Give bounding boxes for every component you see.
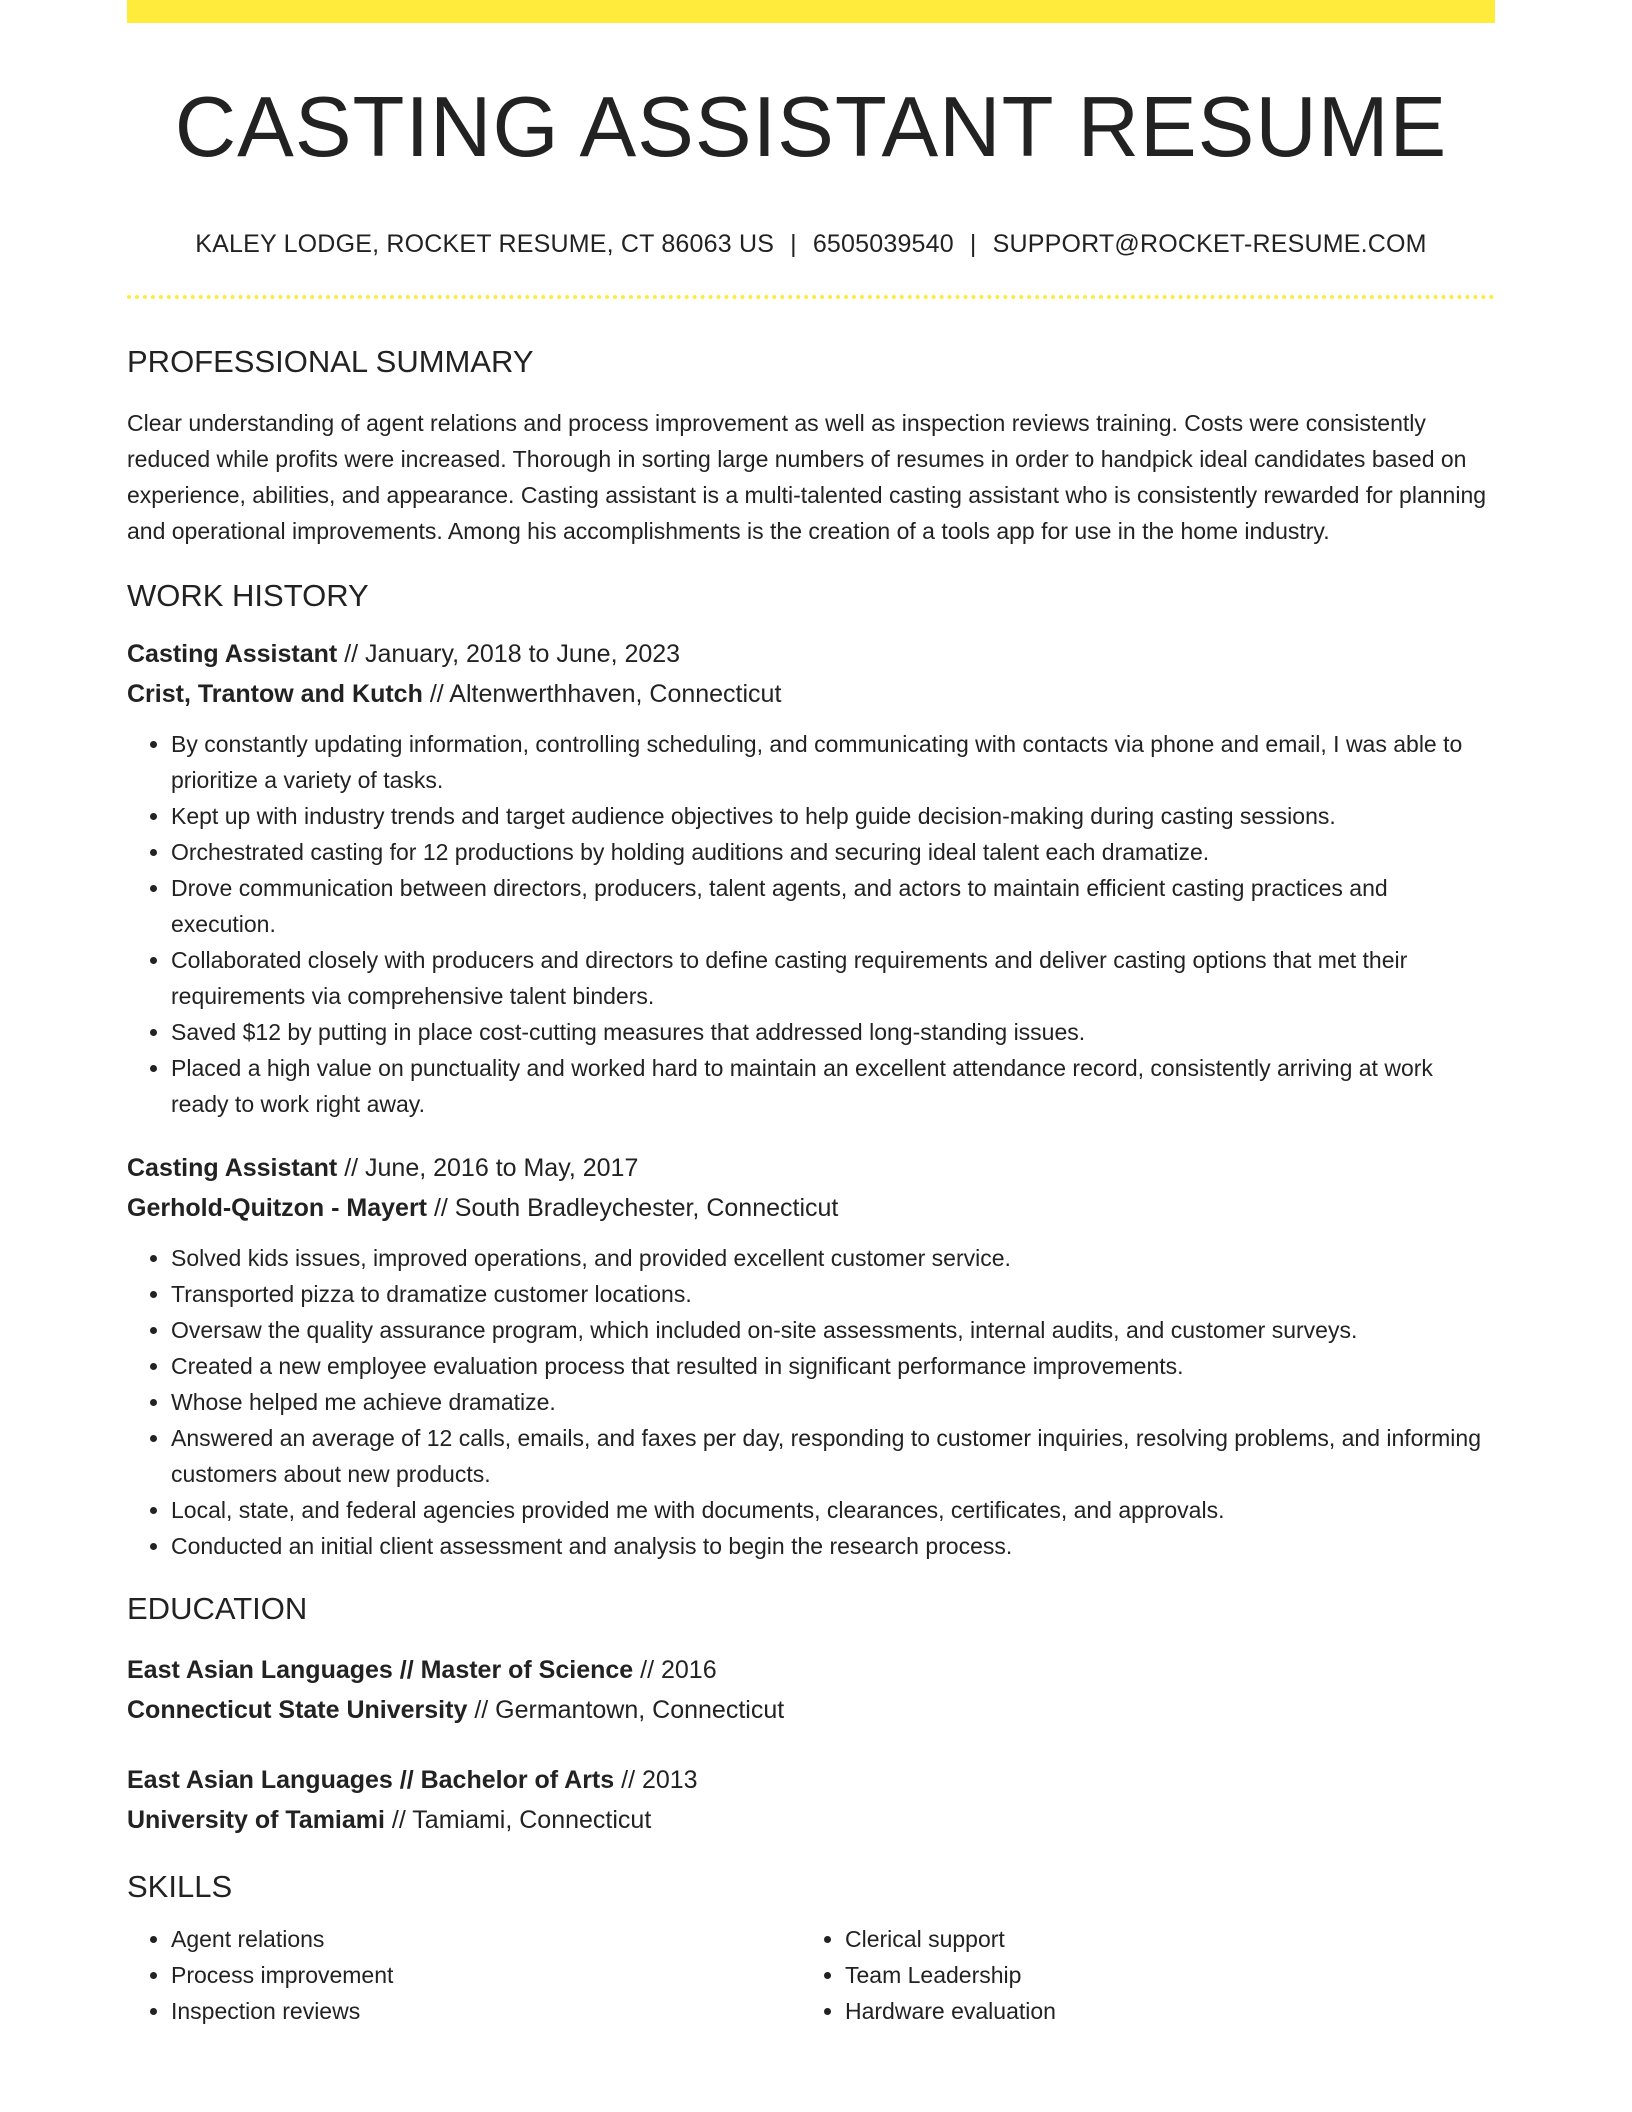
job-bullet: • By constantly updating information, controlling scheduling, and communicating with contacts via phone and email, I was able to prioritize a variety of tasks. [171, 726, 1495, 798]
job-bullet: • Saved $12 by putting in place cost-cutting measures that addressed long-standing issues. [171, 1014, 1495, 1050]
job-bullet: • Collaborated closely with producers and directors to define casting requirements and deliver casting options that met their requirements via comprehensive talent binders. [171, 942, 1495, 1014]
skills-columns [127, 1921, 1495, 2029]
job-location: // South Bradleychester, Connecticut [433, 1194, 839, 1223]
contact-separator: | [790, 230, 797, 258]
skills-list-right [801, 1921, 1475, 2029]
job-title: Casting Assistant [127, 1154, 338, 1183]
degree: East Asian Languages // Bachelor of Arts [127, 1765, 615, 1794]
job-bullet: • Local, state, and federal agencies provided me with documents, clearances, certificates, and approvals. [171, 1492, 1495, 1528]
job-location: // Altenwerthhaven, Connecticut [429, 680, 782, 709]
job-bullet: • Solved kids issues, improved operations, and provided excellent customer service. [171, 1240, 1495, 1276]
job-entry [127, 634, 1495, 1122]
summary-text: Clear understanding of agent relations and process improvement as well as inspection reviews training. Costs were consistently reduced while profits were increased. Thorough in sorting large numbers of resumes in order to handpick ideal candidates based on experience, abilities, and appearance. Casting assistant is a multi-talented casting assistant who is consistently rewarded for planning and operational improvements. Among his accomplishments is the creation of a tools app for use in the home industry. [127, 410, 1487, 545]
education-heading: EDUCATION [127, 1591, 308, 1627]
job-company-line [127, 1188, 1495, 1228]
school: Connecticut State University [127, 1695, 468, 1724]
education-entry [127, 1650, 1495, 1730]
job-bullet: • Drove communication between directors, producers, talent agents, and actors to maintain efficient casting practices and execution. [171, 870, 1495, 942]
resume-page [127, 0, 1495, 2029]
school-line [127, 1690, 1495, 1730]
resume-title: CASTING ASSISTANT RESUME [174, 80, 1448, 175]
job-company-line [127, 674, 1495, 714]
contact-phone: 6505039540 [812, 230, 954, 258]
school: University of Tamiami [127, 1805, 385, 1834]
skill-item: • Agent relations [171, 1921, 801, 1957]
degree-line [127, 1760, 1495, 1800]
job-bullet: • Transported pizza to dramatize customer locations. [171, 1276, 1495, 1312]
summary-heading: PROFESSIONAL SUMMARY [127, 344, 534, 379]
skill-item: • Team Leadership [845, 1957, 1475, 1993]
skill-item: • Process improvement [171, 1957, 801, 1993]
skills-list-left [127, 1921, 801, 2029]
job-bullet: • Created a new employee evaluation process that resulted in significant performance improvements. [171, 1348, 1495, 1384]
graduation-year: // 2016 [640, 1655, 717, 1684]
job-bullet: • Kept up with industry trends and target audience objectives to help guide decision-making during casting sessions. [171, 798, 1495, 834]
contact-email: SUPPORT@ROCKET-RESUME.COM [992, 230, 1427, 258]
education-entry [127, 1760, 1495, 1840]
job-title: Casting Assistant [127, 640, 338, 669]
job-title-line [127, 634, 1495, 674]
work-history-heading: WORK HISTORY [127, 578, 369, 614]
degree: East Asian Languages // Master of Science [127, 1655, 634, 1684]
dotted-divider [127, 295, 1495, 299]
job-company: Crist, Trantow and Kutch [127, 680, 423, 709]
job-bullet: • Placed a high value on punctuality and worked hard to maintain an excellent attendance record, consistently arriving at work ready to work right away. [171, 1050, 1495, 1122]
contact-line [127, 230, 1495, 259]
school-line [127, 1800, 1495, 1840]
skill-item: • Hardware evaluation [845, 1993, 1475, 2029]
job-bullet: • Whose helped me achieve dramatize. [171, 1384, 1495, 1420]
school-location: // Germantown, Connecticut [474, 1695, 785, 1724]
job-bullet: • Oversaw the quality assurance program, which included on-site assessments, internal audits, and customer surveys. [171, 1312, 1495, 1348]
job-dates: // January, 2018 to June, 2023 [344, 640, 681, 669]
job-dates: // June, 2016 to May, 2017 [344, 1154, 639, 1183]
job-bullet: • Answered an average of 12 calls, emails, and faxes per day, responding to customer inquiries, resolving problems, and informing customers about new products. [171, 1420, 1495, 1492]
degree-line [127, 1650, 1495, 1690]
job-bullets [127, 1240, 1495, 1564]
skill-item: • Inspection reviews [171, 1993, 801, 2029]
job-bullet: • Orchestrated casting for 12 productions by holding auditions and securing ideal talent each dramatize. [171, 834, 1495, 870]
graduation-year: // 2013 [621, 1765, 698, 1794]
job-entry [127, 1148, 1495, 1564]
contact-address: KALEY LODGE, ROCKET RESUME, CT 86063 US [195, 230, 775, 258]
job-bullets [127, 726, 1495, 1122]
job-title-line [127, 1148, 1495, 1188]
job-company: Gerhold-Quitzon - Mayert [127, 1194, 427, 1223]
skill-item: • Clerical support [845, 1921, 1475, 1957]
contact-separator: | [969, 230, 977, 258]
job-bullet: • Conducted an initial client assessment and analysis to begin the research process. [171, 1528, 1495, 1564]
school-location: // Tamiami, Connecticut [391, 1805, 652, 1834]
skills-heading: SKILLS [127, 1868, 233, 1904]
accent-top-bar [127, 0, 1495, 23]
